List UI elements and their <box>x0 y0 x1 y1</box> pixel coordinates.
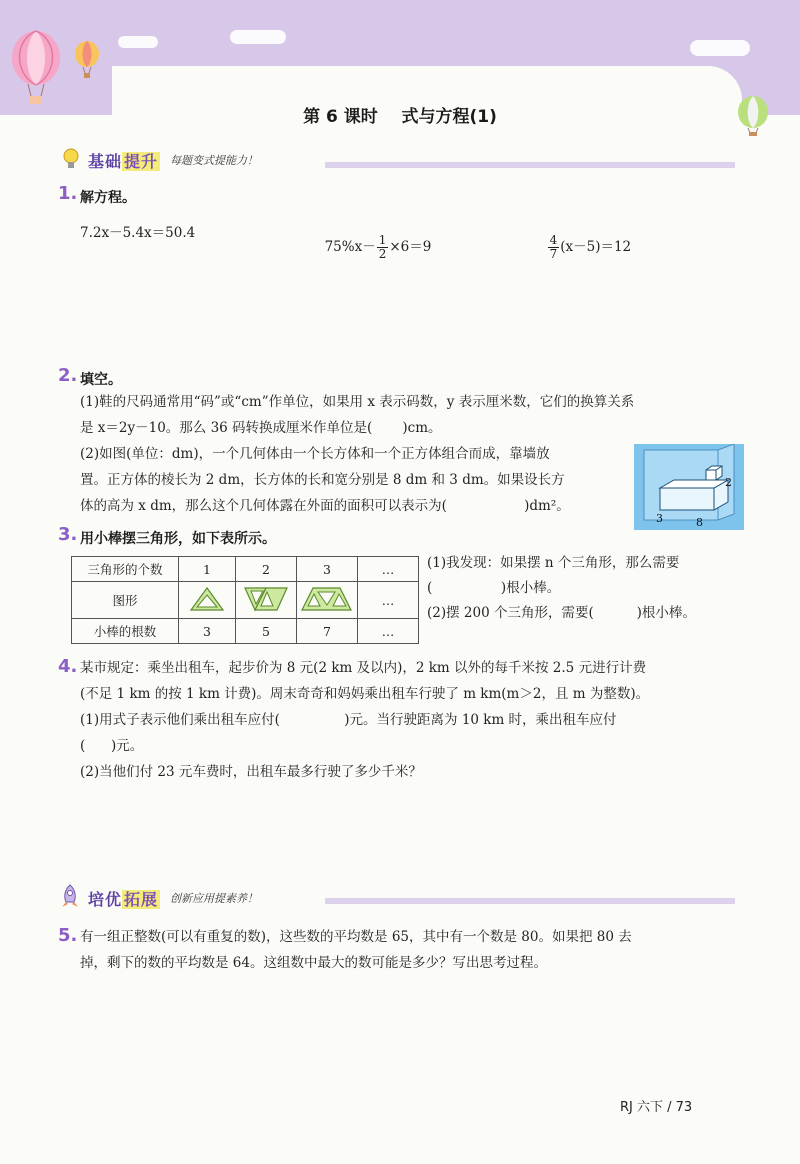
table-row <box>72 619 419 644</box>
q3-text-line: (2)摆 200 个三角形，需要( )根小棒。 <box>427 605 696 621</box>
table-cell: 7 <box>297 619 358 644</box>
figure-label: 3 <box>656 512 663 525</box>
table-row <box>72 557 419 582</box>
triangle-figure-2 <box>236 582 297 619</box>
q4-text-line: ( )元。 <box>80 738 144 754</box>
balloon-icon <box>72 40 102 80</box>
page-title: 第 6 课时 式与方程(1) <box>303 107 497 127</box>
table-row <box>72 582 419 619</box>
section-header-basic <box>88 148 258 172</box>
q3-text-line: (1)我发现：如果摆 n 个三角形，那么需要 <box>427 555 680 571</box>
section-subtitle: 创新应用提素养！ <box>170 892 259 905</box>
q5-text-line: 掉，剩下的数的平均数是 64。这组数中最大的数可能是多少？写出思考过程。 <box>80 955 547 971</box>
table-cell: … <box>358 619 419 644</box>
stick-triangle-icon <box>299 585 355 613</box>
fraction-denominator: 7 <box>549 246 558 261</box>
q2-text-line: (2)如图(单位：dm)，一个几何体由一个长方体和一个正方体组合而成，靠墙放 <box>80 446 550 462</box>
q4-text-line: (1)用式子表示他们乘出租车应付( )元。当行驶距离为 10 km 时，乘出租车应付 <box>80 712 617 728</box>
question-number: 2. <box>58 365 78 386</box>
cloud-decoration <box>230 30 286 44</box>
fraction-numerator: 1 <box>378 232 387 247</box>
table-cell: 3 <box>179 619 236 644</box>
table-cell: 3 <box>297 557 358 582</box>
question-number: 5. <box>58 925 78 946</box>
q2-text-line: 是 x＝2y－10。那么 36 码转换成厘米作单位是( )cm。 <box>80 420 442 436</box>
triangle-figure-3 <box>297 582 358 619</box>
cloud-decoration <box>118 36 158 48</box>
table-cell: 1 <box>179 557 236 582</box>
table-cell: … <box>358 557 419 582</box>
question-number: 3. <box>58 524 78 545</box>
question-heading: 用小棒摆三角形，如下表所示。 <box>80 531 276 547</box>
section-badge-a: 培优 <box>88 889 123 909</box>
question-heading: 解方程。 <box>80 190 136 206</box>
q2-text-line: (1)鞋的尺码通常用“码”或“cm”作单位，如果用 x 表示码数，y 表示厘米数，它们的换算关系 <box>80 394 635 410</box>
stick-triangle-icon <box>187 585 227 613</box>
equation-3 <box>538 220 631 261</box>
section-header-advanced <box>88 886 258 910</box>
fraction-denominator: 2 <box>378 246 387 261</box>
equation-1: 7.2x－5.4x＝50.4 <box>80 225 196 241</box>
figure-label: 8 <box>696 516 703 529</box>
lightbulb-icon <box>62 148 80 170</box>
cloud-decoration <box>690 40 750 56</box>
table-cell: … <box>358 582 419 619</box>
stick-triangle-table <box>71 556 419 644</box>
rocket-icon <box>60 884 80 908</box>
section-divider <box>325 162 735 168</box>
figure-label: 2 <box>725 476 732 489</box>
q5-text-line: 有一组正整数(可以有重复的数)，这些数的平均数是 65，其中有一个数是 80。如果把 80 去 <box>80 929 632 945</box>
table-cell: 小棒的根数 <box>72 619 179 644</box>
section-badge-a: 基础 <box>88 151 123 171</box>
stick-triangle-icon <box>241 585 291 613</box>
q4-text-line: 某市规定：乘坐出租车，起步价为 8 元(2 km 及以内)，2 km 以外的每千米按 2.5 元进行计费 <box>80 660 647 676</box>
question-number: 1. <box>58 183 78 204</box>
table-cell: 5 <box>236 619 297 644</box>
table-cell: 2 <box>236 557 297 582</box>
fraction-numerator: 4 <box>549 232 558 247</box>
question-number: 4. <box>58 656 78 677</box>
table-cell: 图形 <box>72 582 179 619</box>
fraction <box>548 234 560 261</box>
equation-2-part: ×6＝9 <box>389 238 432 255</box>
section-badge-b: 提升 <box>124 151 159 171</box>
table-cell: 三角形的个数 <box>72 557 179 582</box>
q4-text-line: (2)当他们付 23 元车费时，出租车最多行驶了多少千米？ <box>80 764 422 780</box>
q2-text-line: 体的高为 x dm，那么这个几何体露在外面的面积可以表示为( )dm²。 <box>80 498 570 514</box>
page-footer: RJ 六下 / 73 <box>620 1100 693 1115</box>
equation-3-part: (x－5)＝12 <box>560 238 632 255</box>
fraction <box>377 234 389 261</box>
q2-text-line: 置。正方体的棱长为 2 dm，长方体的长和宽分别是 8 dm 和 3 dm。如果设长方 <box>80 472 565 488</box>
balloon-icon <box>6 30 66 108</box>
section-divider <box>325 898 735 904</box>
geometry-figure <box>634 444 744 530</box>
q4-text-line: (不足 1 km 的按 1 km 计费)。周末奇奇和妈妈乘出租车行驶了 m km(m＞2，且 m 为整数)。 <box>80 686 650 702</box>
equation-2-part: 75%x－ <box>324 238 376 255</box>
section-badge-b: 拓展 <box>124 889 159 909</box>
question-heading: 填空。 <box>80 372 122 388</box>
q3-text-line: ( )根小棒。 <box>427 580 561 596</box>
equation-2 <box>316 220 431 261</box>
section-subtitle: 每题变式提能力！ <box>170 154 259 167</box>
triangle-figure-1 <box>179 582 236 619</box>
